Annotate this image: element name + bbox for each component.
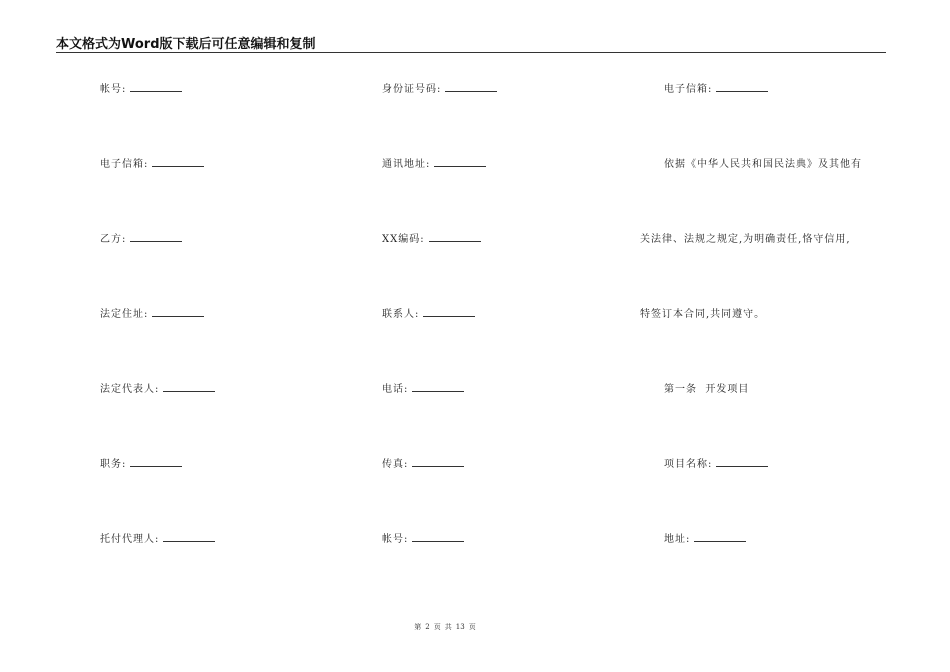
field-email-2 bbox=[664, 80, 768, 95]
field-label: 帐号: bbox=[100, 84, 127, 95]
field-phone bbox=[382, 380, 464, 395]
field-label: 电子信箱: bbox=[100, 159, 149, 170]
field-address bbox=[664, 530, 746, 545]
field-label: 身份证号码: bbox=[382, 84, 442, 95]
footer-prefix: 第 bbox=[414, 623, 422, 631]
field-label: 地址: bbox=[664, 534, 691, 545]
fill-in-blank[interactable] bbox=[716, 90, 768, 92]
field-label: 联系人: bbox=[382, 309, 420, 320]
contract-paragraph-line-3: 特签订本合同,共同遵守。 bbox=[640, 309, 766, 320]
field-label: 托付代理人: bbox=[100, 534, 160, 545]
field-label: 通讯地址: bbox=[382, 159, 431, 170]
field-email bbox=[100, 155, 204, 170]
field-label: XX编码: bbox=[382, 234, 425, 245]
fill-in-blank[interactable] bbox=[412, 390, 464, 392]
field-postal-code bbox=[382, 230, 481, 245]
field-label: 传真: bbox=[382, 459, 409, 470]
fill-in-blank[interactable] bbox=[130, 90, 182, 92]
field-account bbox=[100, 80, 182, 95]
article-heading: 第一条 开发项目 bbox=[664, 384, 750, 395]
header-divider bbox=[56, 52, 886, 53]
field-label: 项目名称: bbox=[664, 459, 713, 470]
field-legal-address bbox=[100, 305, 204, 320]
field-project-name bbox=[664, 455, 768, 470]
field-contact-person bbox=[382, 305, 475, 320]
fill-in-blank[interactable] bbox=[429, 240, 481, 242]
fill-in-blank[interactable] bbox=[152, 165, 204, 167]
footer-total-word: 共 bbox=[444, 623, 452, 631]
field-label: 电话: bbox=[382, 384, 409, 395]
field-fax bbox=[382, 455, 464, 470]
footer-suffix: 页 bbox=[468, 623, 476, 631]
page-header-title: 本文格式为Word版下载后可任意编辑和复制 bbox=[56, 37, 316, 52]
fill-in-blank[interactable] bbox=[130, 240, 182, 242]
field-position bbox=[100, 455, 182, 470]
footer-page-word: 页 bbox=[433, 623, 441, 631]
field-account-2 bbox=[382, 530, 464, 545]
page-number-footer bbox=[0, 622, 890, 632]
fill-in-blank[interactable] bbox=[412, 465, 464, 467]
field-label: 法定住址: bbox=[100, 309, 149, 320]
fill-in-blank[interactable] bbox=[163, 540, 215, 542]
field-legal-representative bbox=[100, 380, 215, 395]
footer-current-page: 2 bbox=[425, 623, 430, 631]
fill-in-blank[interactable] bbox=[163, 390, 215, 392]
field-party-b bbox=[100, 230, 182, 245]
field-mailing-address bbox=[382, 155, 486, 170]
fill-in-blank[interactable] bbox=[434, 165, 486, 167]
field-label: 法定代表人: bbox=[100, 384, 160, 395]
field-label: 乙方: bbox=[100, 234, 127, 245]
fill-in-blank[interactable] bbox=[152, 315, 204, 317]
contract-paragraph-line-2: 关法律、法规之规定,为明确责任,恪守信用, bbox=[640, 234, 851, 245]
fill-in-blank[interactable] bbox=[445, 90, 497, 92]
fill-in-blank[interactable] bbox=[716, 465, 768, 467]
field-label: 职务: bbox=[100, 459, 127, 470]
fill-in-blank[interactable] bbox=[412, 540, 464, 542]
fill-in-blank[interactable] bbox=[423, 315, 475, 317]
field-id-number bbox=[382, 80, 497, 95]
fill-in-blank[interactable] bbox=[694, 540, 746, 542]
field-label: 电子信箱: bbox=[664, 84, 713, 95]
field-agent bbox=[100, 530, 215, 545]
footer-total-pages: 13 bbox=[455, 623, 465, 631]
field-label: 帐号: bbox=[382, 534, 409, 545]
fill-in-blank[interactable] bbox=[130, 465, 182, 467]
contract-paragraph-line-1: 依据《中华人民共和国民法典》及其他有 bbox=[664, 159, 862, 170]
